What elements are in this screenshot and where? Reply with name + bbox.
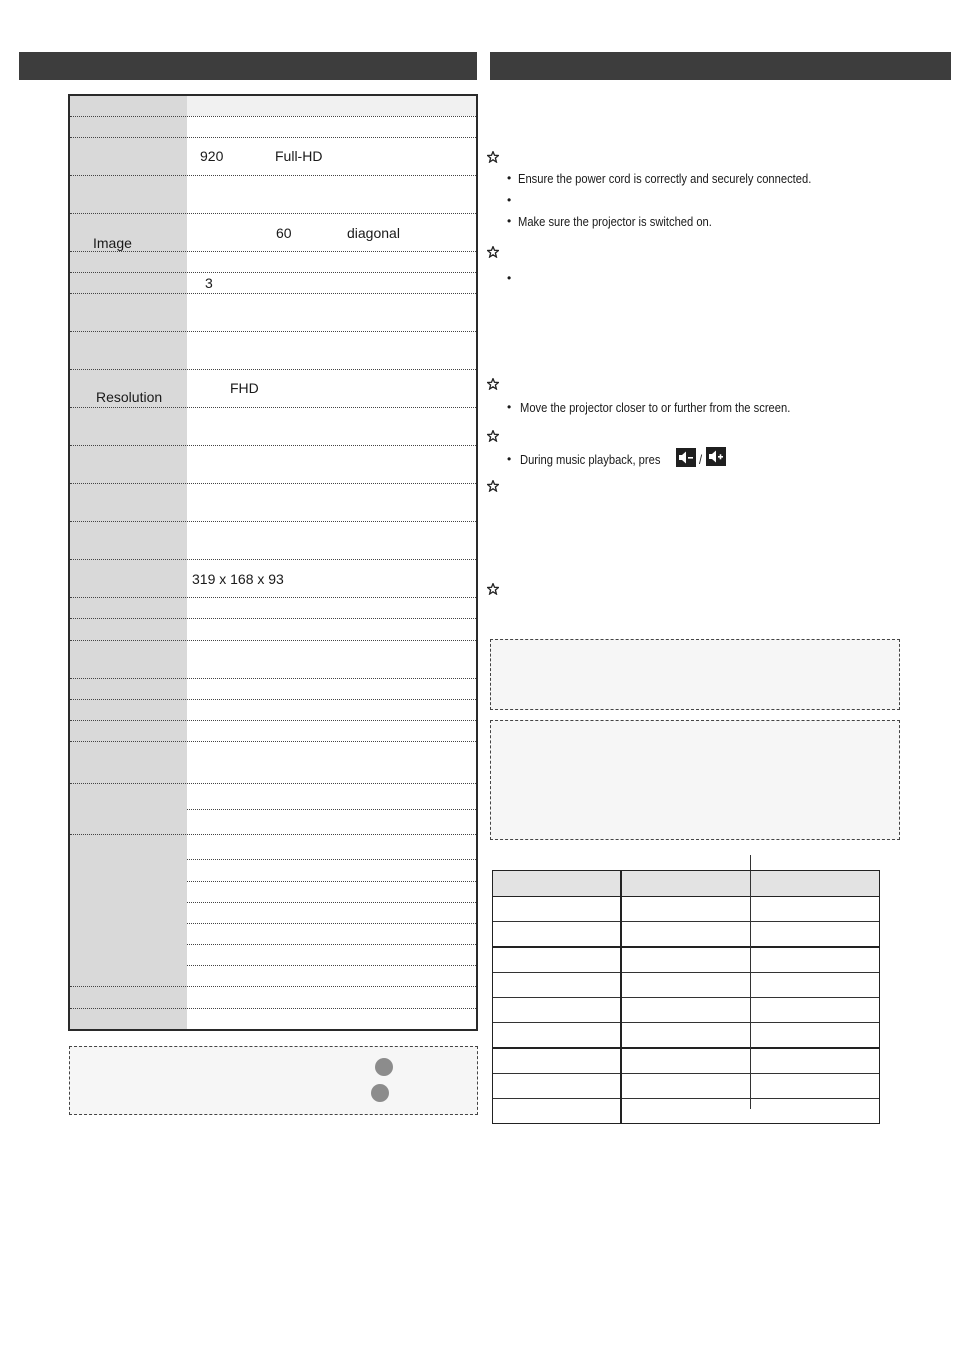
spec-image-label: Image bbox=[93, 235, 132, 251]
compatibility-table bbox=[492, 870, 880, 1124]
spec-image-size-value: 60 bbox=[276, 225, 292, 241]
notice-box-1 bbox=[490, 639, 900, 710]
star-outline-icon bbox=[487, 246, 499, 258]
sound-check-volume: During music playback, pres bbox=[520, 452, 661, 467]
spec-resolution-label: Resolution bbox=[96, 389, 163, 405]
power-check-cord: Ensure the power cord is correctly and securely connected. bbox=[518, 171, 812, 186]
bullet: • bbox=[507, 171, 512, 185]
spec-native-resolution-value: 920 bbox=[200, 148, 224, 164]
volume-down-icon bbox=[676, 448, 696, 467]
specifications-header-bar bbox=[19, 52, 477, 80]
spec-supported-resolution: FHD bbox=[230, 380, 259, 396]
star-outline-icon bbox=[487, 583, 499, 595]
spec-value-three: 3 bbox=[205, 275, 213, 291]
specification-table bbox=[68, 94, 478, 1031]
volume-up-icon bbox=[706, 447, 726, 466]
spec-image-size-unit: diagonal bbox=[347, 225, 400, 241]
star-outline-icon bbox=[487, 480, 499, 492]
troubleshooting-header-bar bbox=[490, 52, 951, 80]
bullet: • bbox=[507, 271, 512, 285]
star-outline-icon bbox=[487, 378, 499, 390]
bullet: • bbox=[507, 452, 512, 466]
star-outline-icon bbox=[487, 151, 499, 163]
notice-box-2 bbox=[490, 720, 900, 840]
indicator-dot-icon bbox=[375, 1058, 393, 1076]
bullet: • bbox=[507, 193, 512, 207]
spec-note-box bbox=[69, 1046, 478, 1115]
spec-top-row bbox=[187, 96, 476, 116]
indicator-dot-icon bbox=[371, 1084, 389, 1102]
star-outline-icon bbox=[487, 430, 499, 442]
spec-native-resolution-format: Full-HD bbox=[275, 148, 323, 164]
spec-dimensions: 319 x 168 x 93 bbox=[192, 571, 284, 587]
focus-check-distance: Move the projector closer to or further from the screen. bbox=[520, 400, 791, 415]
bullet: • bbox=[507, 400, 512, 414]
power-check-switch: Make sure the projector is switched on. bbox=[518, 214, 712, 229]
bullet: • bbox=[507, 214, 512, 228]
volume-separator: / bbox=[699, 452, 703, 467]
compatibility-table-header bbox=[493, 871, 879, 897]
grid-top-tick bbox=[750, 855, 751, 871]
